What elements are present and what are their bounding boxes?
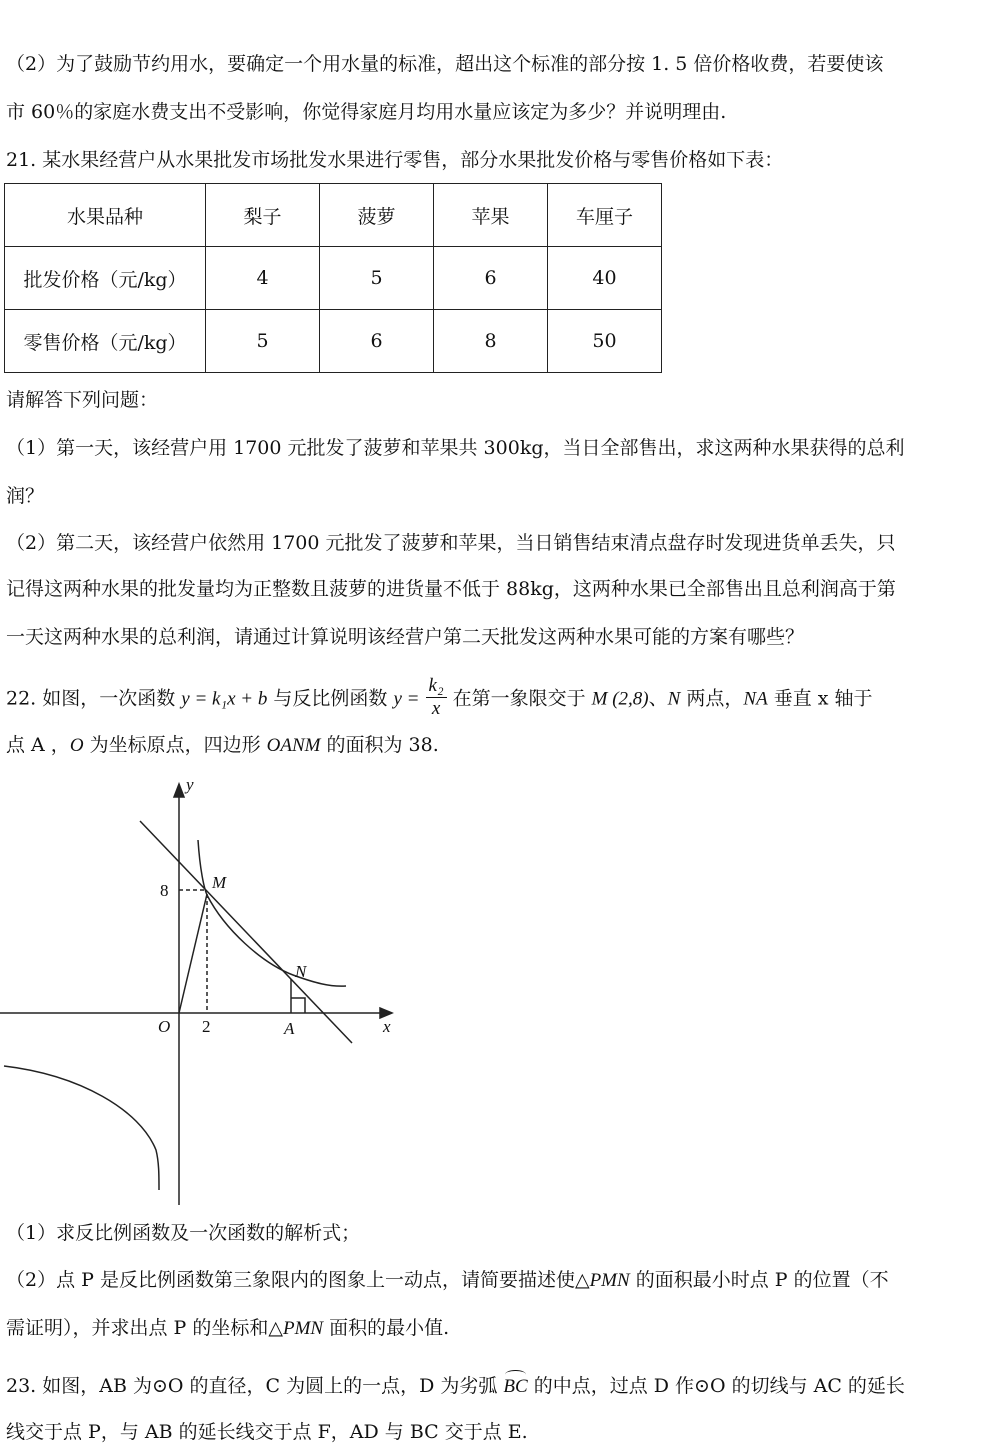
q21-part1-line2: 润？ (6, 485, 45, 507)
hyperbola-branch-q1 (198, 840, 346, 986)
q22-line1 (6, 677, 873, 722)
linear-function-line (140, 821, 352, 1043)
table-cell: 40 (548, 247, 662, 310)
q22-text: （2）点 P 是反比例函数第三象限内的图象上一动点，请简要描述使 (6, 1269, 575, 1291)
q21-part1-line1: （1）第一天，该经营户用 1700 元批发了菠萝和苹果共 300kg，当日全部售出，求这两种水果获得的总利 (6, 437, 905, 459)
q22-text: 与反比例函数 (267, 687, 394, 710)
table-cell: 8 (434, 310, 548, 373)
row-label-retail: 零售价格（元/kg） (5, 310, 206, 373)
table-cell: 50 (548, 310, 662, 373)
q20-part2-line1: （2）为了鼓励节约用水，要确定一个用水量的标准，超出这个标准的部分按 1. 5 倍价格收费，若要使该 (6, 53, 884, 75)
q22-part2-line2 (6, 1316, 449, 1341)
table-cell: 4 (206, 247, 320, 310)
coordinate-figure (0, 770, 420, 1215)
label-M: M (212, 873, 227, 892)
origin-O: O (69, 735, 84, 756)
table-header-cell: 苹果 (434, 184, 548, 247)
tick-label-2: 2 (202, 1017, 211, 1036)
q21-part2-line3: 一天这两种水果的总利润，请通过计算说明该经营户第二天批发这两种水果可能的方案有哪些？ (6, 626, 805, 648)
q22-line2 (6, 733, 439, 758)
q22-part2-line1 (6, 1268, 889, 1293)
point-N: N (667, 688, 681, 710)
q22-text: 22. 如图，一次函数 (6, 687, 182, 710)
triangle-PMN: △PMN (268, 1318, 324, 1339)
table-cell: 6 (320, 310, 434, 373)
q22-text: 需证明），并求出点 P 的坐标和 (6, 1317, 269, 1339)
table-row (5, 310, 662, 373)
table-header-cell: 水果品种 (5, 184, 206, 247)
segment-NA: NA (743, 688, 768, 710)
linear-function: y = k₁x + b (181, 688, 268, 710)
table-cell: 5 (206, 310, 320, 373)
q22-text: 垂直 x 轴于 (767, 687, 873, 710)
table-header-cell: 车厘子 (548, 184, 662, 247)
table-header-cell: 菠萝 (320, 184, 434, 247)
q22-text: 在第一象限交于 (446, 687, 592, 710)
row-label-wholesale: 批发价格（元/kg） (5, 247, 206, 310)
q23-text: 23. 如图，AB 为⊙O 的直径，C 为圆上的一点，D 为劣弧 (6, 1375, 504, 1397)
table-row (5, 247, 662, 310)
q22-text: 为坐标原点，四边形 (83, 734, 267, 756)
table-cell: 6 (434, 247, 548, 310)
arc-BC: BC (503, 1376, 528, 1397)
tick-label-8: 8 (160, 881, 169, 900)
q23-text: 的中点，过点 D 作⊙O 的切线与 AC 的延长 (527, 1375, 905, 1397)
q22-text: 的面积为 38. (320, 734, 439, 756)
fruit-price-table (4, 183, 662, 373)
q22-text: 面积的最小值. (323, 1317, 450, 1339)
point-M: M (2,8) (591, 688, 649, 710)
q22-text: 、 (648, 687, 668, 710)
table-header-row (5, 184, 662, 247)
q23-line1 (6, 1374, 905, 1399)
label-A: A (284, 1019, 295, 1038)
q23-line2: 线交于点 P，与 AB 的延长线交于点 F，AD 与 BC 交于点 E. (6, 1421, 528, 1443)
q21-prompt: 请解答下列问题： (6, 389, 159, 411)
fraction-denominator: x (431, 698, 441, 719)
q22-text: 两点， (680, 687, 744, 710)
segment-OM (179, 894, 207, 1013)
q22-text: 点 A ， (6, 734, 70, 756)
q20-part2-line2: 市 60％的家庭水费支出不受影响，你觉得家庭月均用水量应该定为多少？并说明理由. (6, 101, 727, 123)
table-header-cell: 梨子 (206, 184, 320, 247)
inverse-function-fraction (426, 675, 447, 720)
right-angle-mark (291, 998, 305, 1013)
inverse-function-lhs: y = (393, 688, 420, 710)
fraction-numerator: k₂ (426, 675, 447, 698)
label-N: N (295, 962, 307, 981)
y-axis-arrow (174, 784, 184, 797)
quadrilateral-OANM: OANM (266, 735, 321, 756)
table-cell: 5 (320, 247, 434, 310)
q21-intro: 21. 某水果经营户从水果批发市场批发水果进行零售，部分水果批发价格与零售价格如下表： (6, 149, 784, 171)
q21-part2-line1: （2）第二天，该经营户依然用 1700 元批发了菠萝和苹果，当日销售结束清点盘存时发现进货单丢失，只 (6, 532, 896, 554)
y-axis-label: y (186, 775, 194, 794)
q22-text: 的面积最小时点 P 的位置（不 (629, 1269, 889, 1291)
label-O: O (158, 1017, 171, 1036)
q21-part2-line2: 记得这两种水果的批发量均为正整数且菠萝的进货量不低于 88kg，这两种水果已全部售出且总利润高于第 (6, 578, 896, 600)
hyperbola-branch-q3 (4, 1066, 159, 1190)
x-axis-label: x (383, 1017, 391, 1036)
q22-part1: （1）求反比例函数及一次函数的解析式； (6, 1222, 361, 1244)
triangle-PMN: △PMN (574, 1270, 630, 1291)
